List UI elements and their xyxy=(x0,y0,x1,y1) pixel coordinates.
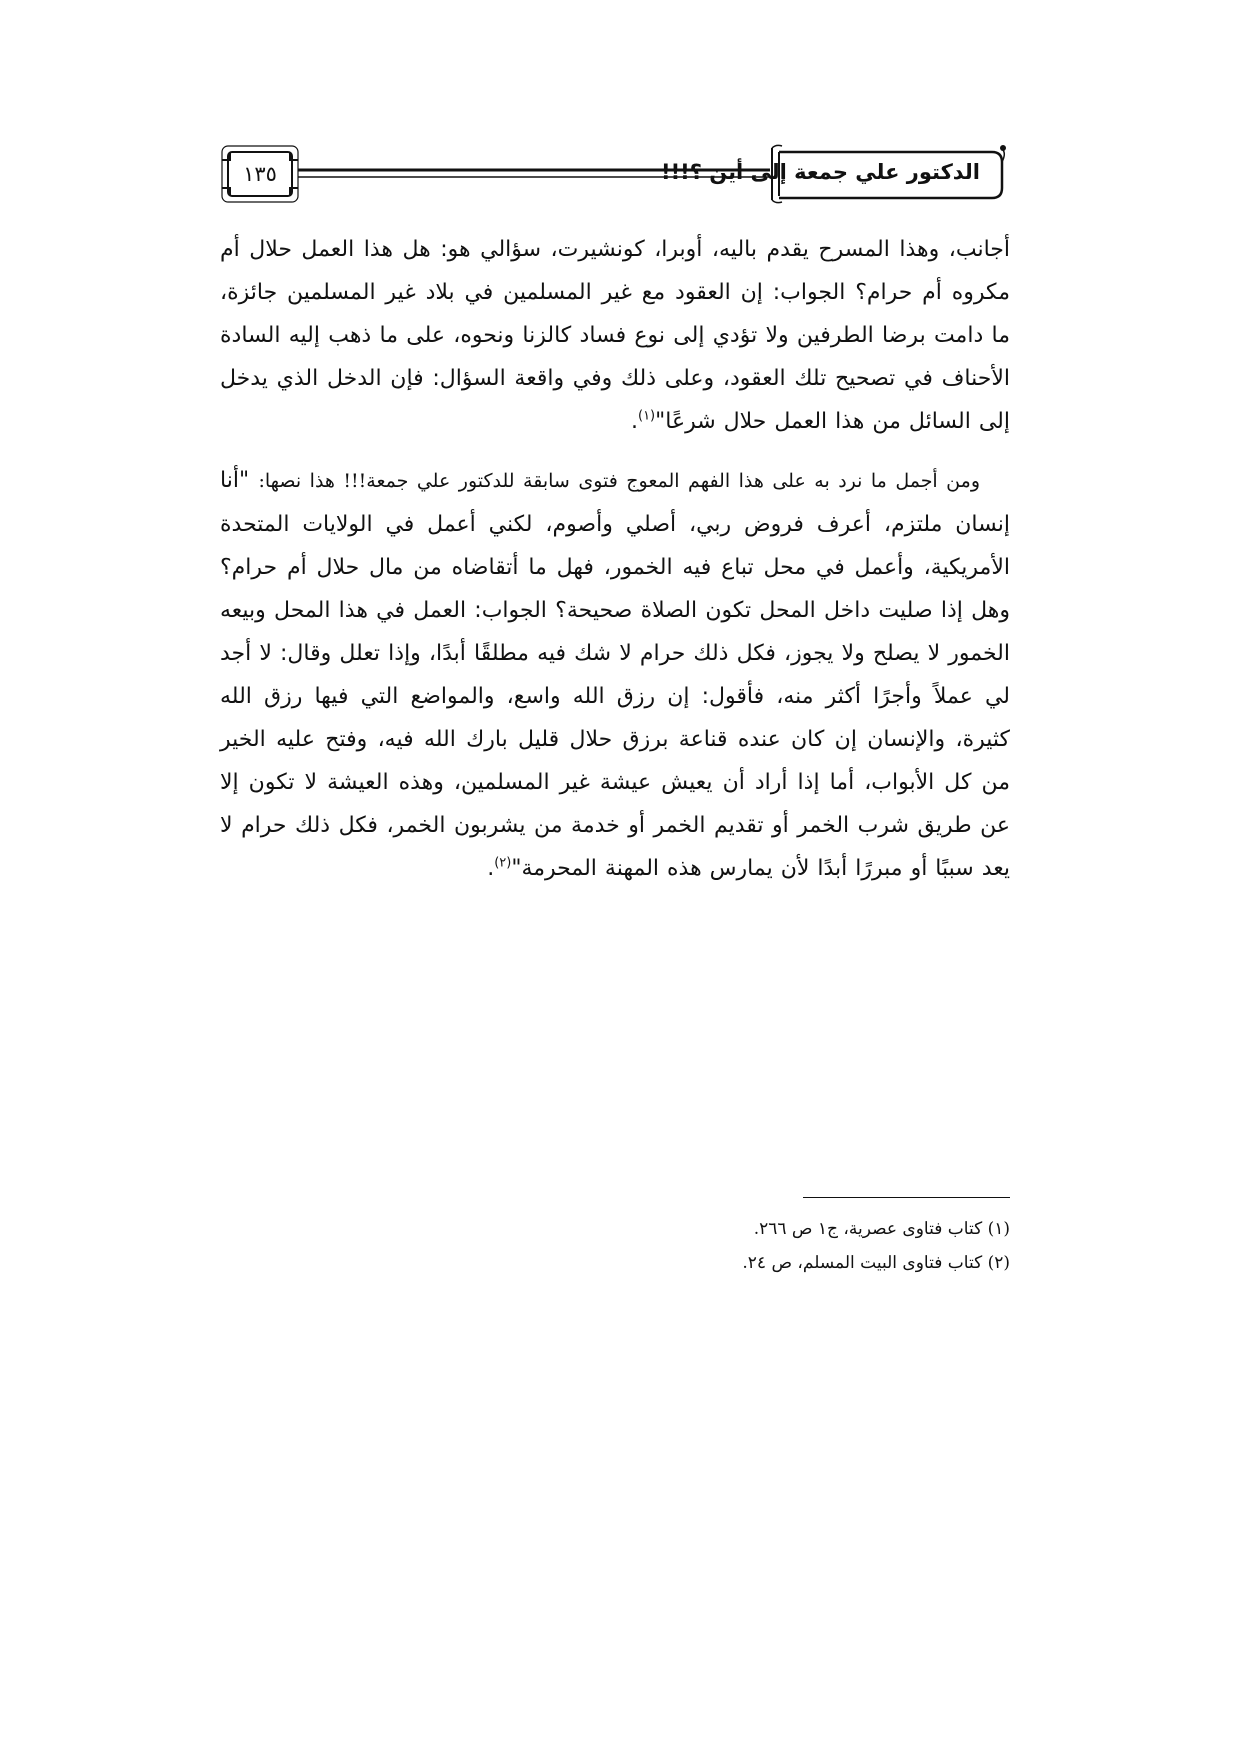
footnote-separator xyxy=(803,1197,1010,1198)
paragraph-2 xyxy=(220,459,1010,890)
paragraph-2-text: "أنا إنسان ملتزم، أعرف فروض ربي، أصلي وأصوم، لكني أعمل في الولايات المتحدة الأمريكية، وأعمل في محل تباع فيه الخمور، فهل ما أتقاضاه من مال حلال أم حرام؟ وهل إذا صليت داخل المحل تكون الصلاة صحيحة؟ الجواب: العمل في هذا المحل وبيعه الخمور لا يصلح ولا يجوز، فكل ذلك حرام لا شك فيه مطلقًا أبدًا، وإذا تعلل وقال: لا أجد لي عملاً وأجرًا أكثر منه، فأقول: إن رزق الله واسع، والمواضع التي فيها رزق الله كثيرة، والإنسان إن كان عنده قناعة برزق حلال قليل بارك الله فيه، وفتح عليه الخير من كل الأبواب، أما إذا أراد أن يعيش عيشة غير المسلمين، وهذه العيشة لا تكون إلا عن طريق شرب الخمر أو تقديم الخمر أو خدمة من يشربون الخمر، فكل ذلك حرام لا يعد سببًا أو مبررًا أبدًا لأن يمارس هذه المهنة المحرمة" xyxy=(220,468,1010,881)
paragraph-2-closing: . xyxy=(487,856,495,881)
footnote-ref-2: (٢) xyxy=(494,855,512,871)
footnotes xyxy=(510,1212,1010,1280)
paragraph-1 xyxy=(220,228,1010,443)
page-number: ١٣٥ xyxy=(243,162,277,186)
running-title: الدكتور علي جمعة إلى أين ؟!!! xyxy=(661,160,980,184)
paragraph-2-lead-in: ومن أجمل ما نرد به على هذا الفهم المعوج فتوى سابقة للدكتور علي جمعة!!! هذا نصها: xyxy=(258,470,980,492)
footnote-ref-1: (١) xyxy=(637,408,656,424)
paragraph-1-text: أجانب، وهذا المسرح يقدم باليه، أوبرا، كونشيرت، سؤالي هو: هل هذا العمل حلال أم مكروه أم حرام؟ الجواب: إن العقود مع غير المسلمين في بلاد غير المسلمين جائزة، ما دامت برضا الطرفين ولا تؤدي إلى نوع فساد كالزنا ونحوه، على ما ذهب إليه السادة الأحناف في تصحيح تلك العقود، وعلى ذلك وفي واقعة السؤال: فإن الدخل الذي يدخل إلى السائل من هذا العمل حلال شرعًا" xyxy=(220,237,1010,434)
footnote-2: (٢) كتاب فتاوى البيت المسلم، ص ٢٤. xyxy=(742,1253,1010,1273)
footnote-1: (١) كتاب فتاوى عصرية، ج١ ص ٢٦٦. xyxy=(753,1219,1010,1239)
paragraph-1-closing: . xyxy=(630,409,638,434)
main-text xyxy=(220,228,1010,890)
page-header xyxy=(220,140,1010,210)
